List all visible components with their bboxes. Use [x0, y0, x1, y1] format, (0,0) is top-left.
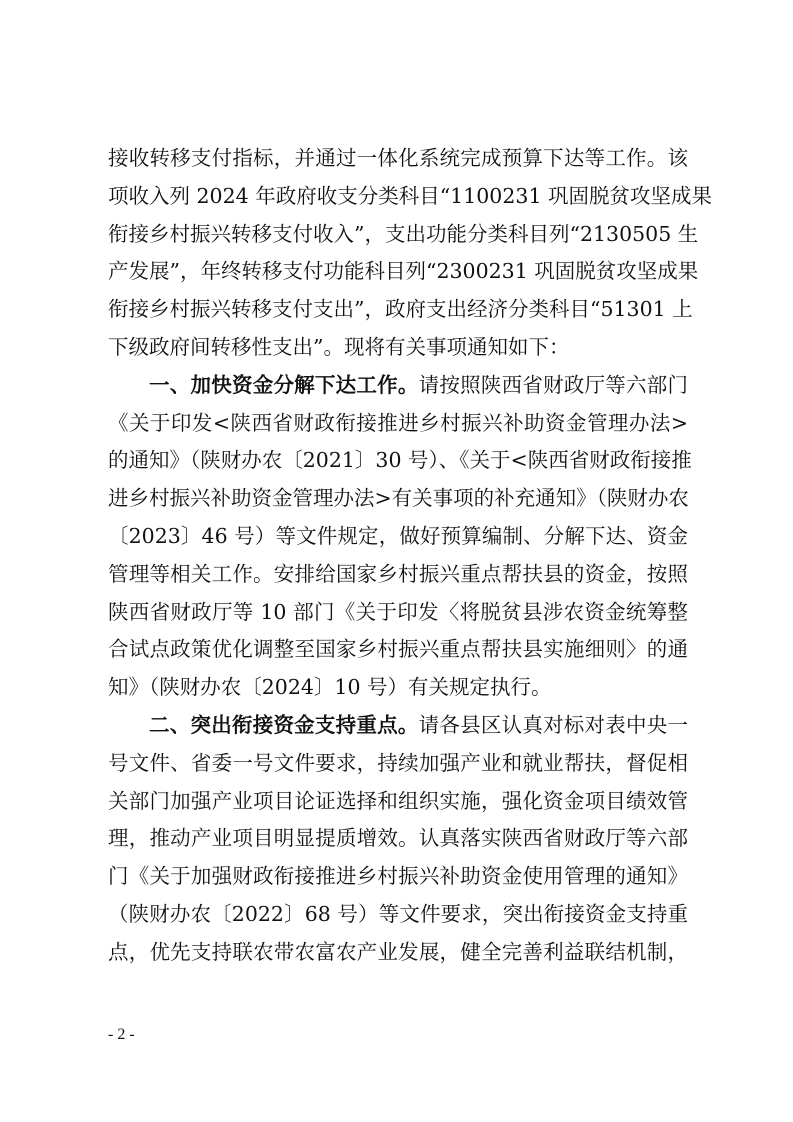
document-body [108, 140, 712, 972]
text-line: 管理等相关工作。安排给国家乡村振兴重点帮扶县的资金，按照 [108, 561, 688, 586]
section-first-line [108, 707, 688, 745]
text-line: 号文件、省委一号文件要求，持续加强产业和就业帮扶，督促相 [108, 750, 688, 775]
text-line: 下级政府间转移性支出”。现将有关事项通知如下： [108, 334, 570, 359]
section-heading: 二、突出衔接资金支持重点。 [149, 712, 419, 737]
text-line: 〔2023〕46 号）等文件规定，做好预算编制、分解下达、资金 [108, 523, 688, 548]
section-first-line [108, 367, 688, 405]
text-line: （陕财办农〔2022〕68 号）等文件要求，突出衔接资金支持重 [108, 901, 688, 926]
paragraph-section-1 [108, 367, 692, 707]
text-line: 知》（陕财办农〔2024〕10 号）有关规定执行。 [108, 675, 552, 700]
text-line: 关部门加强产业项目论证选择和组织实施，强化资金项目绩效管 [108, 788, 688, 813]
text-line: 进乡村振兴补助资金管理办法>有关事项的补充通知》（陕财办农 [108, 486, 689, 511]
text-line: 的通知》（陕财办农〔2021〕30 号）、《关于<陕西省财政衔接推 [108, 448, 692, 473]
page-number: - 2 - [108, 1026, 135, 1043]
text-line: 衔接乡村振兴转移支付收入”，支出功能分类科目列“2130505 生 [108, 221, 699, 246]
text-line: 点，优先支持联农带农富农产业发展，健全完善利益联结机制， [108, 939, 688, 964]
text-line: 《关于印发<陕西省财政衔接推进乡村振兴补助资金管理办法> [108, 410, 688, 435]
text-line: 理，推动产业项目明显提质增效。认真落实陕西省财政厅等六部 [108, 826, 688, 851]
text-line: 门《关于加强财政衔接推进乡村振兴补助资金使用管理的通知》 [108, 864, 688, 889]
text-line: 项收入列 2024 年政府收支分类科目“1100231 巩固脱贫攻坚成果 [108, 183, 712, 208]
text-line: 接收转移支付指标，并通过一体化系统完成预算下达等工作。该 [108, 146, 688, 170]
text-line: 衔接乡村振兴转移支付支出”，政府支出经济分类科目“51301 上 [108, 297, 693, 322]
section-first-text: 请按照陕西省财政厅等六部门 [418, 372, 689, 397]
text-line: 合试点政策优化调整至国家乡村振兴重点帮扶县实施细则〉的通 [108, 637, 688, 662]
paragraph-section-2 [108, 707, 688, 972]
text-line: 产发展”，年终转移支付功能科目列“2300231 巩固脱贫攻坚成果 [108, 259, 699, 284]
section-first-text: 请各县区认真对标对表中央一 [418, 712, 689, 737]
text-line: 陕西省财政厅等 10 部门《关于印发〈将脱贫县涉农资金统筹整 [108, 599, 688, 624]
paragraph-intro [108, 140, 712, 367]
section-heading: 一、加快资金分解下达工作。 [149, 372, 419, 397]
